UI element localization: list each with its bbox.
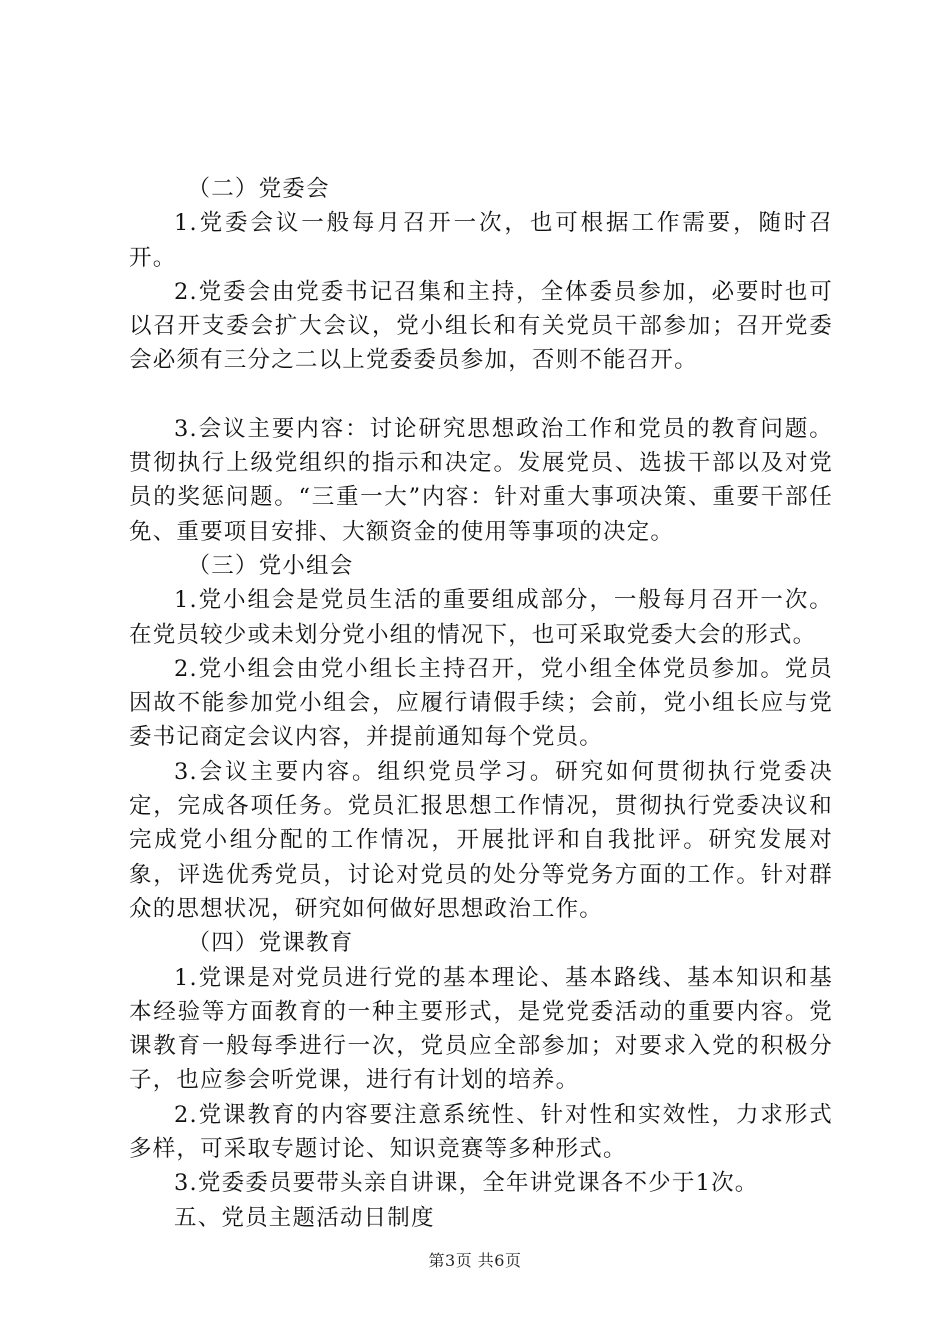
paragraph: 3.会议主要内容。组织党员学习。研究如何贯彻执行党委决定，完成各项任务。党员汇报思想工作情况，贯彻执行党委决议和完成党小组分配的工作情况，开展批评和自我批评。研究发展对象，评选优秀党员，讨论对党员的处分等党务方面的工作。针对群众的思想状况，研究如何做好思想政治工作。 bbox=[129, 758, 833, 922]
paragraph: 2.党课教育的内容要注意系统性、针对性和实效性，力求形式多样，可采取专题讨论、知识竞赛等多种形式。 bbox=[129, 1101, 833, 1163]
section-heading-party-group-meeting: （三）党小组会 bbox=[187, 552, 354, 579]
paragraph: 2.党小组会由党小组长主持召开，党小组全体党员参加。党员因故不能参加党小组会，应履行请假手续；会前，党小组长应与党委书记商定会议内容，并提前通知每个党员。 bbox=[129, 655, 833, 751]
page-number: 第3页 共6页 bbox=[428, 1251, 522, 1270]
section-heading-theme-day: 五、党员主题活动日制度 bbox=[174, 1204, 435, 1231]
paragraph: 1.党小组会是党员生活的重要组成部分，一般每月召开一次。在党员较少或未划分党小组的情况下，也可采取党委大会的形式。 bbox=[129, 587, 833, 648]
paragraph: 3.会议主要内容：讨论研究思想政治工作和党员的教育问题。贯彻执行上级党组织的指示和决定。发展党员、选拔干部以及对党员的奖惩问题。“三重一大”内容：针对重大事项决策、重要干部任免、重要项目安排、大额资金的使用等事项的决定。 bbox=[129, 415, 833, 545]
paragraph: 1.党委会议一般每月召开一次，也可根据工作需要，随时召开。 bbox=[129, 210, 833, 271]
document-body bbox=[129, 172, 833, 1235]
section-heading-party-lecture: （四）党课教育 bbox=[187, 930, 354, 957]
paragraph: 1.党课是对党员进行党的基本理论、基本路线、基本知识和基本经验等方面教育的一种主要形式，是党党委活动的重要内容。党课教育一般每季进行一次，党员应全部参加；对要求入党的积极分子，也应参会听党课，进行有计划的培养。 bbox=[129, 964, 833, 1094]
paragraph: 3.党委委员要带头亲自讲课，全年讲党课各不少于1次。 bbox=[174, 1170, 759, 1197]
section-heading-party-committee: （二）党委会 bbox=[187, 176, 330, 202]
paragraph: 2.党委会由党委书记召集和主持，全体委员参加，必要时也可以召开支委会扩大会议，党小组长和有关党员干部参加；召开党委会必须有三分之二以上党委委员参加，否则不能召开。 bbox=[129, 278, 833, 374]
